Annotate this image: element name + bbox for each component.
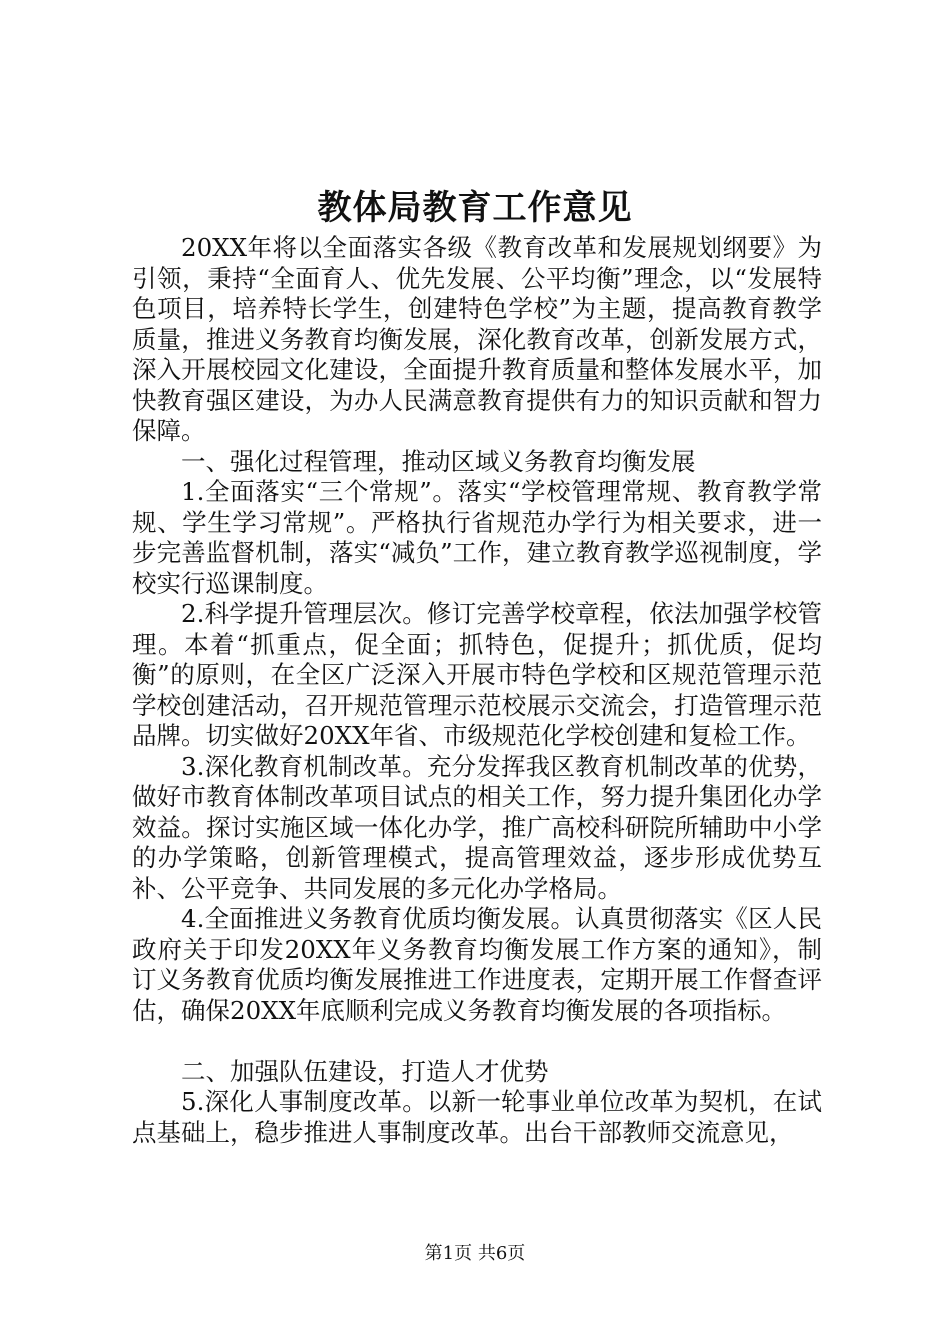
document-body: [132, 233, 822, 1148]
section-heading-2: 二、加强队伍建设，打造人才优势: [181, 1056, 549, 1086]
item-paragraph-5: 5.深化人事制度改革。以新一轮事业单位改革为契机，在试点基础上，稳步推进人事制度改革。出台干部教师交流意见，: [132, 1087, 822, 1147]
item-paragraph-4: 4.全面推进义务教育优质均衡发展。认真贯彻落实《区人民政府关于印发20XX年义务教育均衡发展工作方案的通知》，制订义务教育优质均衡发展推进工作进度表，定期开展工作督查评估，确保20XX年底顺利完成义务教育均衡发展的各项指标。: [132, 904, 822, 1025]
document-title: 教体局教育工作意见: [317, 188, 633, 228]
page-footer: 第1页 共6页: [424, 1243, 526, 1264]
section-heading-1: 一、强化过程管理，推动区域义务教育均衡发展: [181, 446, 696, 476]
intro-paragraph: 20XX年将以全面落实各级《教育改革和发展规划纲要》为引领，秉持“全面育人、优先发展、公平均衡”理念，以“发展特色项目，培养特长学生，创建特色学校”为主题，提高教育教学质量，推进义务教育均衡发展，深化教育改革，创新发展方式，深入开展校园文化建设，全面提升教育质量和整体发展水平，加快教育强区建设，为办人民满意教育提供有力的知识贡献和智力保障。: [132, 233, 822, 445]
item-paragraph-2: 2.科学提升管理层次。修订完善学校章程，依法加强学校管理。本着“抓重点，促全面；抓特色，促提升；抓优质，促均衡”的原则，在全区广泛深入开展市特色学校和区规范管理示范学校创建活动，召开规范管理示范校展示交流会，打造管理示范品牌。切实做好20XX年省、市级规范化学校创建和复检工作。: [132, 599, 822, 750]
item-paragraph-3: 3.深化教育机制改革。充分发挥我区教育机制改革的优势，做好市教育体制改革项目试点的相关工作，努力提升集团化办学效益。探讨实施区域一体化办学，推广高校科研院所辅助中小学的办学策略，创新管理模式，提高管理效益，逐步形成优势互补、公平竞争、共同发展的多元化办学格局。: [132, 751, 822, 903]
item-paragraph-1: 1.全面落实“三个常规”。落实“学校管理常规、教育教学常规、学生学习常规”。严格执行省规范办学行为相关要求，进一步完善监督机制，落实“减负”工作，建立教育教学巡视制度，学校实行巡课制度。: [132, 477, 822, 598]
